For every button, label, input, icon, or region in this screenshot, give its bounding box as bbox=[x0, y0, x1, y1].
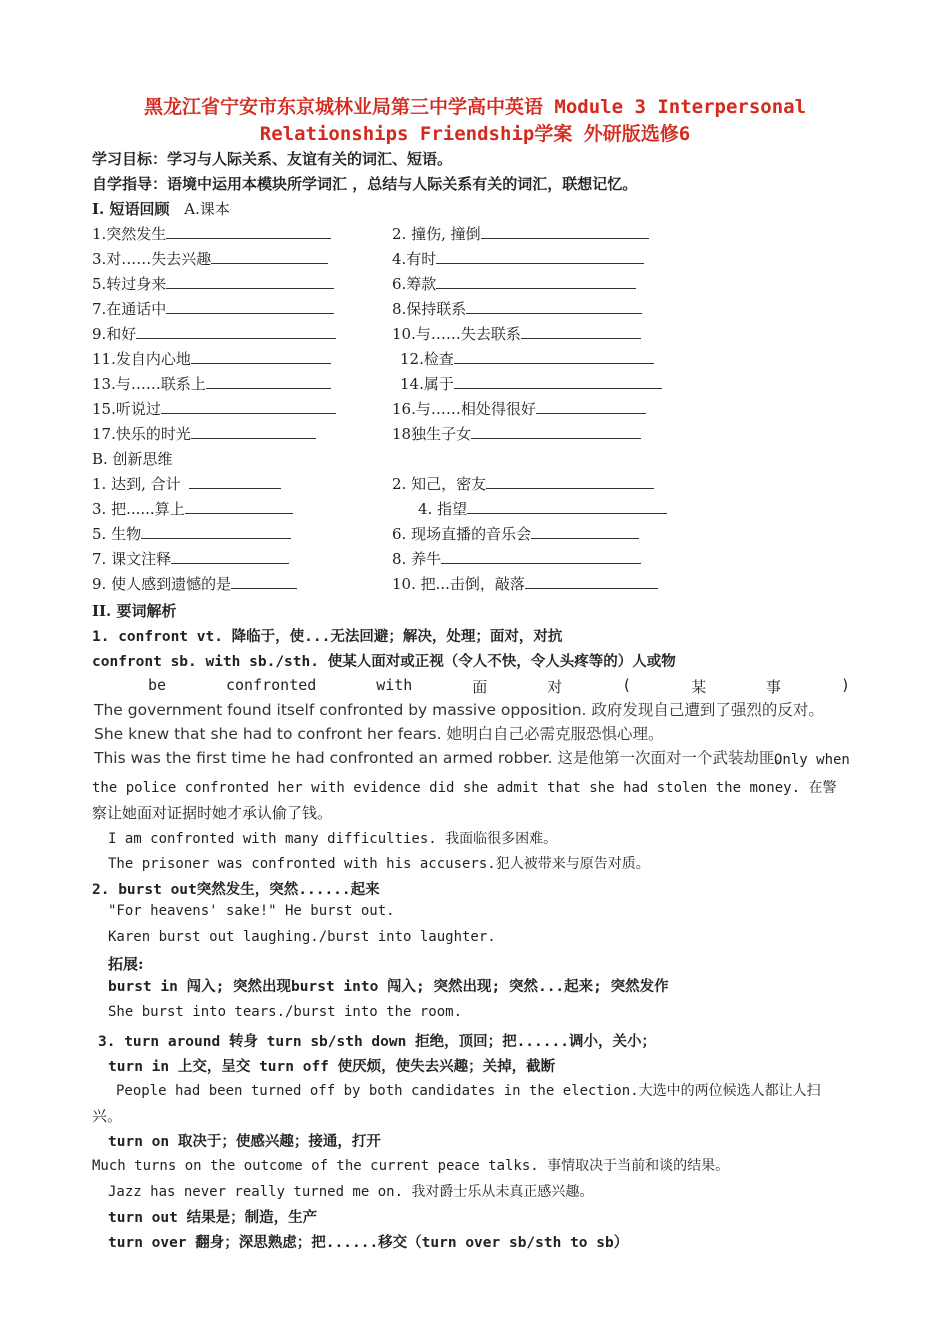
burst-example-1: "For heavens' sake!" He burst out. bbox=[108, 903, 395, 919]
list-item: 2. 撞伤, 撞倒 bbox=[392, 223, 649, 244]
section1-heading-row bbox=[92, 198, 230, 219]
list-item: 11.发自内心地 bbox=[92, 348, 331, 369]
confront-example-4c: 察让她面对证据时她才承认偷了钱。 bbox=[92, 804, 333, 822]
confront-pattern: confront sb. with sb./sth. 使某人面对或正视（令人不快，令人头疼等的）人或物 bbox=[92, 654, 676, 670]
list-item: 7. 课文注释 bbox=[92, 548, 289, 569]
list-item: 14.属于 bbox=[400, 373, 662, 394]
list-item: 8. 养牛 bbox=[392, 548, 641, 569]
document-title-line2: Relationships Friendship学案 外研版选修6 bbox=[259, 123, 691, 145]
confront-example-4a: Only when bbox=[774, 752, 850, 768]
turn-example-3: Jazz has never really turned me on. 我对爵士乐从未真正感兴趣。 bbox=[108, 1184, 594, 1200]
document-title-line1: 黑龙江省宁安市东京城林业局第三中学高中英语 Module 3 Interpersonal bbox=[143, 96, 807, 118]
list-item: 10.与……失去联系 bbox=[392, 323, 641, 344]
list-item: 3. 把......算上 bbox=[92, 498, 293, 519]
confront-example-2: She knew that she had to confront her fears. 她明白自己必需克服恐惧心理。 bbox=[94, 725, 664, 743]
section1-sub-a: A.课本 bbox=[184, 200, 230, 218]
burst-heading: 2. burst out突然发生，突然......起来 bbox=[92, 882, 380, 898]
list-item: 17.快乐的时光 bbox=[92, 423, 316, 444]
list-item: 4.有时 bbox=[392, 248, 644, 269]
list-item: 1. 达到, 合计 bbox=[92, 473, 281, 494]
list-item: 16.与……相处得很好 bbox=[392, 398, 646, 419]
list-item: 15.听说过 bbox=[92, 398, 336, 419]
confront-example-1: The government found itself confronted by massive opposition. 政府发现自己遭到了强烈的反对。 bbox=[94, 701, 824, 719]
turn-example-1a: People had been turned off by both candidates in the election.大选中的两位候选人都让人扫 bbox=[116, 1083, 821, 1099]
list-item: 13.与……联系上 bbox=[92, 373, 331, 394]
list-item: 4. 指望 bbox=[418, 498, 667, 519]
list-item: 6.筹款 bbox=[392, 273, 636, 294]
section1-sub-b: B. 创新思维 bbox=[92, 450, 173, 468]
self-study-guidance: 自学指导：语境中运用本模块所学词汇 ，总结与人际关系有关的词汇，联想记忆。 bbox=[92, 175, 638, 193]
turn-out-heading: turn out 结果是；制造，生产 bbox=[108, 1210, 318, 1226]
burst-example-2: Karen burst out laughing./burst into laughter. bbox=[108, 929, 496, 945]
turn-over-heading: turn over 翻身；深思熟虑；把......移交（turn over sb/sth to sb） bbox=[108, 1235, 629, 1251]
section2-heading: II. 要词解析 bbox=[92, 602, 177, 620]
list-item: 5.转过身来 bbox=[92, 273, 334, 294]
confront-example-6: The prisoner was confronted with his accusers.犯人被带来与原告对质。 bbox=[108, 856, 650, 872]
list-item: 6. 现场直播的音乐会 bbox=[392, 523, 639, 544]
section1-heading: I. 短语回顾 bbox=[92, 200, 170, 218]
list-item: 3.对……失去兴趣 bbox=[92, 248, 328, 269]
learning-objective: 学习目标：学习与人际关系、友谊有关的词汇、短语。 bbox=[92, 150, 453, 168]
confront-example-5: I am confronted with many difficulties. 我面临很多困难。 bbox=[108, 831, 558, 847]
list-item: 9.和好 bbox=[92, 323, 336, 344]
turn-on-heading: turn on 取决于；使感兴趣；接通，打开 bbox=[108, 1134, 381, 1150]
confront-be-row: be confronted with 面 对 ( 某 事 ) bbox=[148, 676, 850, 696]
list-item: 10. 把...击倒，敲落 bbox=[392, 573, 658, 594]
list-item: 2. 知己，密友 bbox=[392, 473, 654, 494]
confront-example-3: This was the first time he had confronted an armed robber. 这是他第一次面对一个武装劫匪。 bbox=[94, 749, 790, 767]
list-item: 7.在通话中 bbox=[92, 298, 334, 319]
burst-example-3: She burst into tears./burst into the room. bbox=[108, 1004, 463, 1020]
confront-heading: 1. confront vt. 降临于，使...无法回避；解决，处理；面对，对抗 bbox=[92, 629, 563, 645]
list-item: 18独生子女 bbox=[392, 423, 641, 444]
list-item: 12.检查 bbox=[400, 348, 654, 369]
burst-extension-label: 拓展: bbox=[108, 955, 144, 973]
turn-example-1b: 兴。 bbox=[92, 1107, 123, 1125]
turn-heading-1: 3. turn around 转身 turn sb/sth down 拒绝，顶回；把......调小，关小； bbox=[98, 1034, 656, 1050]
turn-example-2: Much turns on the outcome of the current peace talks. 事情取决于当前和谈的结果。 bbox=[92, 1158, 730, 1174]
list-item: 8.保持联系 bbox=[392, 298, 642, 319]
list-item: 5. 生物 bbox=[92, 523, 291, 544]
list-item: 9. 使人感到遗憾的是 bbox=[92, 573, 297, 594]
confront-example-4b: the police confronted her with evidence did she admit that she had stolen the money. 在警 bbox=[92, 780, 837, 796]
turn-heading-2: turn in 上交，呈交 turn off 使厌烦，使失去兴趣；关掉，截断 bbox=[108, 1059, 556, 1075]
burst-extension-line: burst in 闯入; 突然出现burst into 闯入; 突然出现; 突然...起来; 突然发作 bbox=[108, 979, 669, 995]
list-item: 1.突然发生 bbox=[92, 223, 331, 244]
